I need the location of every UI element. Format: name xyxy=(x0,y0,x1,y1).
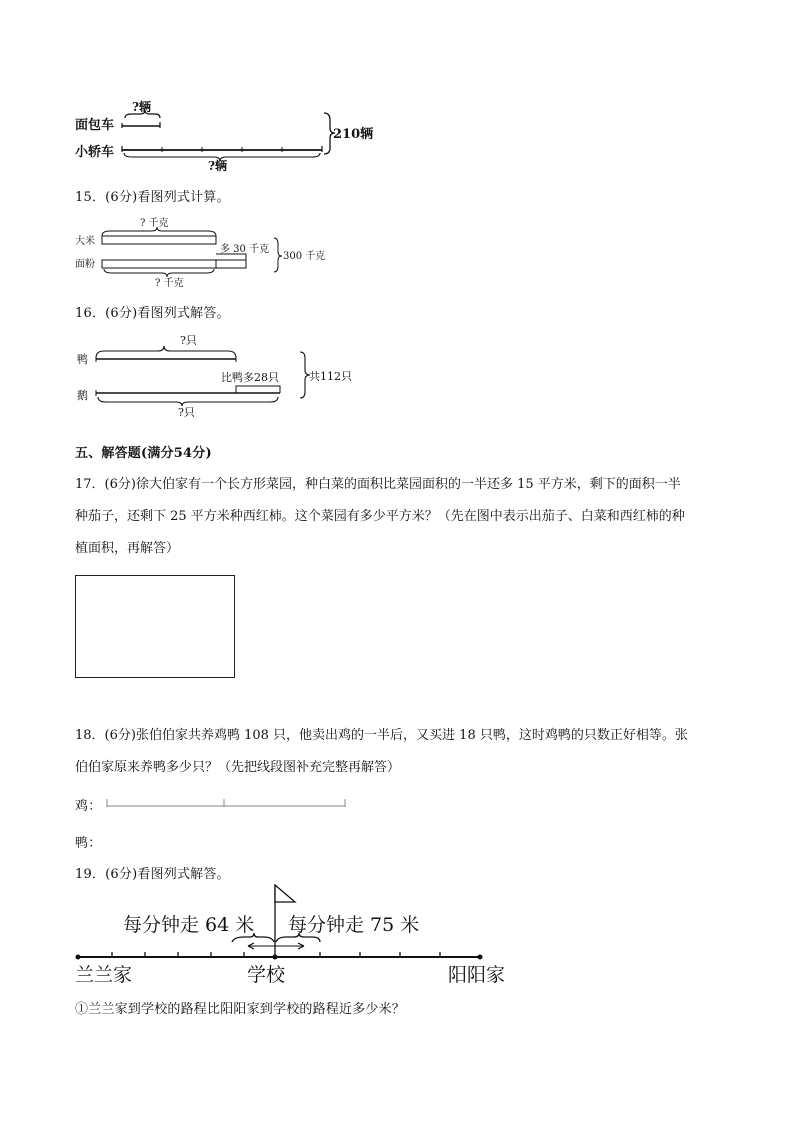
fig15-top-question: ? 千克 xyxy=(140,218,169,229)
fig16-total: 共112只 xyxy=(309,370,352,383)
fig14-top-question: ?辆 xyxy=(132,100,152,114)
question-19-sub-1: ①兰兰家到学校的路程比阳阳家到学校的路程近多少米？ xyxy=(75,1002,406,1017)
fig16-bottom-question: ?只 xyxy=(178,406,195,419)
figure-16-diagram xyxy=(0,330,794,430)
question-18-chicken-label: 鸡： xyxy=(75,799,102,814)
fig15-bottom-question: ? 千克 xyxy=(155,278,184,289)
question-17-line-3: 植面积，再解答） xyxy=(75,541,180,556)
fig16-goose-label: 鹅 xyxy=(77,389,88,402)
fig15-total: 300 千克 xyxy=(283,251,326,262)
fig14-bottom-question: ?辆 xyxy=(208,159,228,173)
question-16-title: 16．(6分)看图列式解答。 xyxy=(75,306,230,321)
fig15-flour-label: 面粉 xyxy=(75,259,95,270)
q19-right-speed: 每分钟走 75 米 xyxy=(288,914,420,936)
figure-19-diagram xyxy=(0,880,794,990)
question-18-chicken-segment xyxy=(0,790,794,820)
q19-school: 学校 xyxy=(247,964,286,986)
question-17-garden-rectangle[interactable] xyxy=(75,575,235,678)
fig14-total: 210辆 xyxy=(333,127,374,142)
fig14-bread-label: 面包车 xyxy=(75,118,115,133)
fig16-difference: 比鸭多28只 xyxy=(221,371,279,384)
q19-lanlan-home: 兰兰家 xyxy=(75,964,133,986)
question-17-line-1: 17．(6分)徐大伯家有一个长方形菜园，种白菜的面积比菜园面积的一半还多 15 平方米，剩下的面积一半 xyxy=(75,477,681,492)
school-flag-icon xyxy=(275,885,295,902)
section-5-title: 五、解答题(满分54分) xyxy=(75,446,212,461)
fig14-car-label: 小轿车 xyxy=(75,145,115,160)
figure-14-diagram xyxy=(0,0,794,200)
fig15-rice-label: 大米 xyxy=(75,236,95,247)
figure-15-diagram xyxy=(0,210,794,300)
q19-yangyang-home: 阳阳家 xyxy=(448,964,506,986)
fig16-top-question: ?只 xyxy=(180,334,197,347)
question-18-duck-label[interactable]: 鸭： xyxy=(75,836,102,851)
q19-left-speed: 每分钟走 64 米 xyxy=(123,914,255,936)
question-18-line-2: 伯伯家原来养鸭多少只？（先把线段图补充完整再解答） xyxy=(75,760,401,775)
question-18-line-1: 18．(6分)张伯伯家共养鸡鸭 108 只，他卖出鸡的一半后，又买进 18 只鸭，这时鸡鸭的只数正好相等。张 xyxy=(75,728,688,743)
fig15-difference: 多 30 千克 xyxy=(220,244,270,255)
question-15-title: 15．(6分)看图列式计算。 xyxy=(75,190,230,205)
question-17-line-2: 种茄子，还剩下 25 平方米种西红柿。这个菜园有多少平方米？（先在图中表示出茄子、白菜和西红柿的种 xyxy=(75,509,685,524)
question-19-title: 19．(6分)看图列式解答。 xyxy=(75,867,230,882)
fig16-duck-label: 鸭 xyxy=(77,353,88,366)
